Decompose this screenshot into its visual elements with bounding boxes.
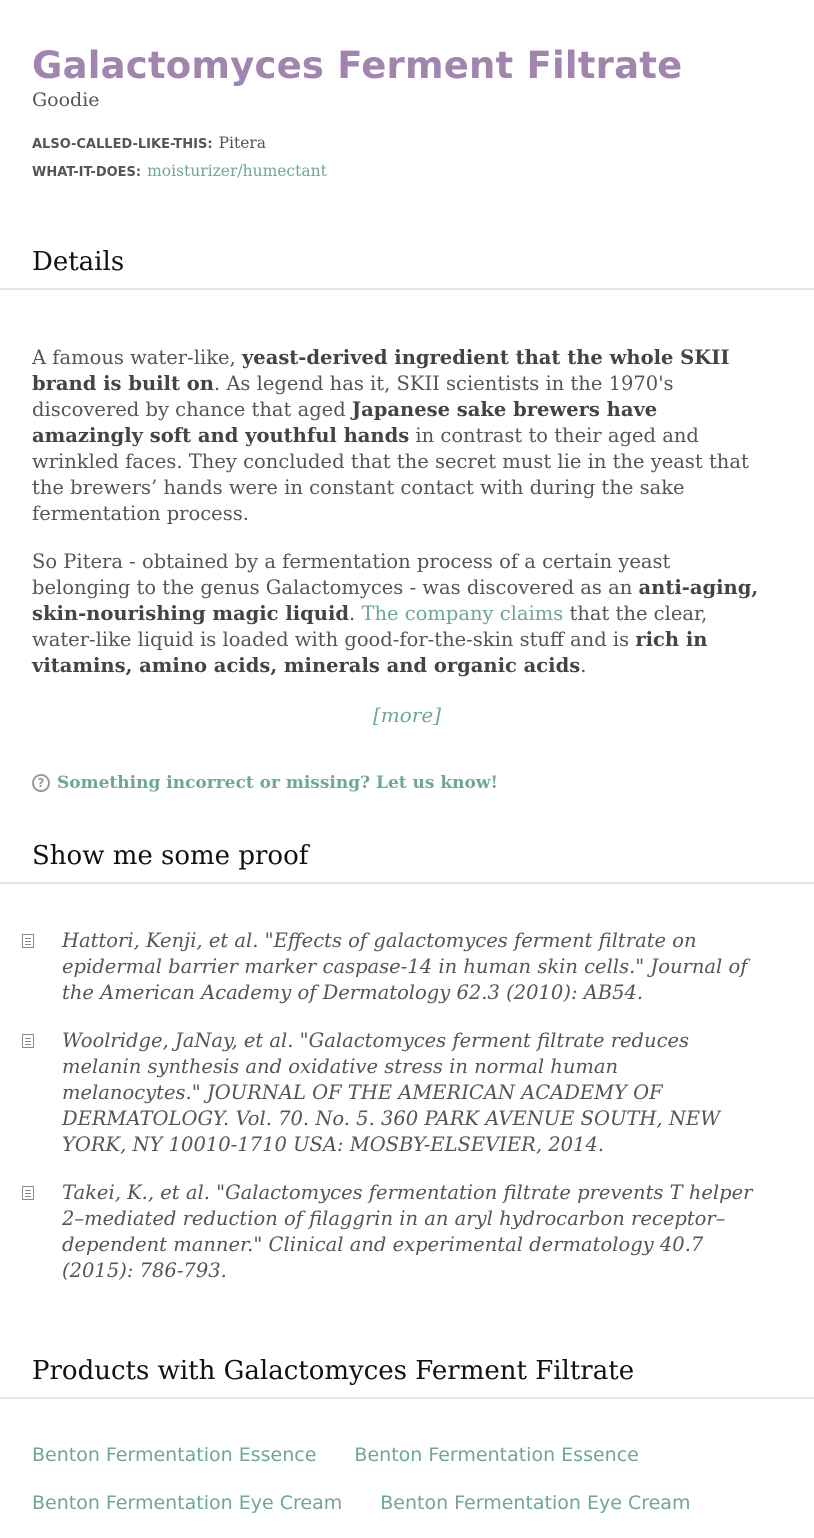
what-it-does-label: WHAT-IT-DOES:	[32, 165, 142, 180]
products-section-header	[0, 1355, 814, 1399]
details-text	[32, 345, 772, 701]
document-icon	[22, 934, 34, 948]
more-link[interactable]: [more]	[372, 703, 441, 727]
reference-item[interactable]	[0, 928, 762, 1006]
reference-list	[0, 928, 814, 1306]
inline-link[interactable]: The company claims	[361, 602, 564, 625]
reference-text: Hattori, Kenji, et al. "Effects of galactomyces ferment filtrate on epidermal barrier marker caspase-14 in human skin cells." Journal of the American Academy of Dermatology 62.3 (2010): AB54.	[62, 929, 748, 1004]
product-list	[32, 1442, 802, 1538]
document-icon	[22, 1034, 34, 1048]
also-called-value: Pitera	[218, 134, 267, 152]
product-row	[32, 1442, 802, 1468]
reference-text: Woolridge, JaNay, et al. "Galactomyces ferment filtrate reduces melanin synthesis and oxidative stress in normal human melanocytes." JOURNAL OF THE AMERICAN ACADEMY OF DERMATOLOGY. Vol. 70. No. 5. 360 PARK AVENUE SOUTH, NEW YORK, NY 10010-1710 USA: MOSBY-ELSEVIER, 2014.	[62, 1029, 721, 1156]
emphasis-text: Japanese sake brewers have amazingly soft and youthful hands	[32, 398, 658, 447]
proof-heading: Show me some proof	[32, 841, 309, 871]
product-link[interactable]: Benton Fermentation Essence	[354, 1444, 639, 1466]
details-heading: Details	[32, 247, 125, 277]
ingredient-meta	[32, 130, 782, 186]
also-called-label: ALSO-CALLED-LIKE-THIS:	[32, 137, 213, 152]
products-divider	[0, 1397, 814, 1399]
proof-section-header	[0, 840, 814, 884]
body-text: that the clear, water-like liquid is loaded with good-for-the-skin stuff and is	[32, 602, 708, 651]
what-it-does-row	[32, 158, 782, 186]
reference-item[interactable]	[0, 1180, 762, 1284]
emphasis-text: anti-aging, skin-nourishing magic liquid	[32, 576, 759, 625]
what-it-does-link[interactable]: moisturizer/humectant	[147, 162, 327, 180]
proof-divider	[0, 882, 814, 884]
rating-label: Goodie	[32, 89, 100, 111]
body-text: in contrast to their aged and wrinkled faces. They concluded that the secret must lie in the yeast that the brewers’ hands were in constant contact with during the sake fermentation process.	[32, 424, 749, 525]
body-text: A famous water-like,	[32, 346, 242, 369]
document-icon	[22, 1186, 34, 1200]
body-text: .	[580, 654, 587, 677]
product-link[interactable]: Benton Fermentation Essence	[32, 1444, 317, 1466]
body-text: So Pitera - obtained by a fermentation process of a certain yeast belonging to the genus Galactomyces - was discovered as an	[32, 550, 671, 599]
details-section-header	[0, 246, 814, 290]
body-text: . As legend has it, SKII scientists in the 1970's discovered by chance that aged	[32, 372, 674, 421]
reference-text: Takei, K., et al. "Galactomyces fermentation filtrate prevents T helper 2–mediated reduction of filaggrin in an aryl hydrocarbon receptor–dependent manner." Clinical and experimental dermatology 40.7 (2015): 786-793.	[62, 1181, 753, 1282]
page-title: Galactomyces Ferment Filtrate	[32, 44, 683, 87]
product-link[interactable]: Benton Fermentation Eye Cream	[380, 1492, 691, 1514]
feedback-label: Something incorrect or missing? Let us know!	[57, 773, 498, 793]
body-text: .	[349, 602, 362, 625]
product-link[interactable]: Benton Fermentation Eye Cream	[32, 1492, 343, 1514]
details-paragraph-1	[32, 345, 772, 527]
reference-item[interactable]	[0, 1028, 762, 1158]
emphasis-text: rich in vitamins, amino acids, minerals and organic acids	[32, 628, 708, 677]
also-called-row	[32, 130, 782, 158]
details-paragraph-2	[32, 549, 772, 679]
question-circle-icon: ?	[32, 774, 50, 792]
products-heading: Products with Galactomyces Ferment Filtrate	[32, 1356, 635, 1386]
ingredient-header	[0, 0, 814, 186]
emphasis-text: yeast-derived ingredient that the whole SKII brand is built on	[32, 346, 730, 395]
feedback-link[interactable]	[32, 773, 498, 793]
product-row	[32, 1490, 802, 1516]
details-divider	[0, 288, 814, 290]
